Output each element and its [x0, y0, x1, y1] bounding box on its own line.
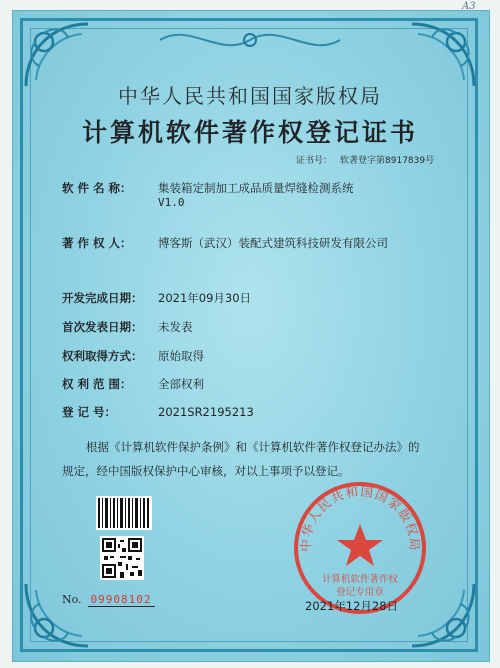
- field-copyright-owner: [62, 235, 388, 251]
- statement-line: 规定，经中国版权保护中心审核，对以上事项予以登记。: [62, 464, 350, 478]
- field-value: 集装箱定制加工成品质量焊缝检测系统: [158, 181, 354, 195]
- field-completion-date: [62, 290, 251, 306]
- qr-code-icon: [100, 536, 144, 580]
- seal-ring-text: 中华人民共和国国家版权局: [297, 483, 423, 552]
- field-registration-number: [62, 404, 254, 420]
- seal-inner-line1: 计算机软件著作权: [321, 574, 399, 585]
- certificate-number: [296, 153, 434, 166]
- field-label: 软 件 名 称：: [62, 181, 132, 195]
- seal-inner-line2: 登记专用章: [336, 587, 384, 598]
- barcode-icon: [96, 496, 152, 530]
- field-label: 权利取得方式：: [62, 349, 143, 363]
- field-value: 全部权利: [158, 377, 204, 391]
- field-label: 权 利 范 围：: [62, 377, 132, 391]
- field-publication-date: [62, 319, 193, 335]
- registration-statement: [62, 435, 442, 483]
- field-software-name: [62, 180, 354, 209]
- serial-prefix: No.: [62, 593, 82, 606]
- field-label: 首次发表日期：: [62, 320, 143, 334]
- field-value: 未发表: [158, 320, 193, 334]
- corner-note: A3: [462, 1, 476, 12]
- serial-number: [62, 593, 155, 606]
- corner-ornament-icon: [22, 580, 92, 650]
- field-label: 著 作 权 人：: [62, 236, 132, 250]
- certificate-number-label: 证书号：: [296, 156, 333, 166]
- field-value: 2021SR2195213: [158, 405, 254, 419]
- serial-value: 09908102: [88, 593, 155, 607]
- field-value-version: V1.0: [158, 196, 185, 209]
- field-rights-scope: [62, 376, 204, 392]
- field-acquisition-method: [62, 348, 204, 364]
- official-seal-icon: [290, 478, 430, 618]
- field-value: 原始取得: [158, 349, 204, 363]
- issue-date: 2021年12月28日: [305, 599, 399, 613]
- field-label: 登 记 号：: [62, 405, 117, 419]
- top-ornament-icon: [150, 20, 350, 60]
- field-label: 开发完成日期：: [62, 291, 143, 305]
- star-icon: [337, 524, 383, 566]
- field-value: 博客斯（武汉）装配式建筑科技研发有限公司: [158, 236, 388, 250]
- field-value: 2021年09月30日: [158, 291, 252, 305]
- statement-line: 根据《计算机软件保护条例》和《计算机软件著作权登记办法》的: [86, 440, 420, 454]
- certificate-number-value: 软著登字第8917839号: [340, 156, 435, 166]
- certificate-title: 计算机软件著作权登记证书: [81, 118, 418, 147]
- issuer-name: 中华人民共和国国家版权局: [118, 84, 382, 108]
